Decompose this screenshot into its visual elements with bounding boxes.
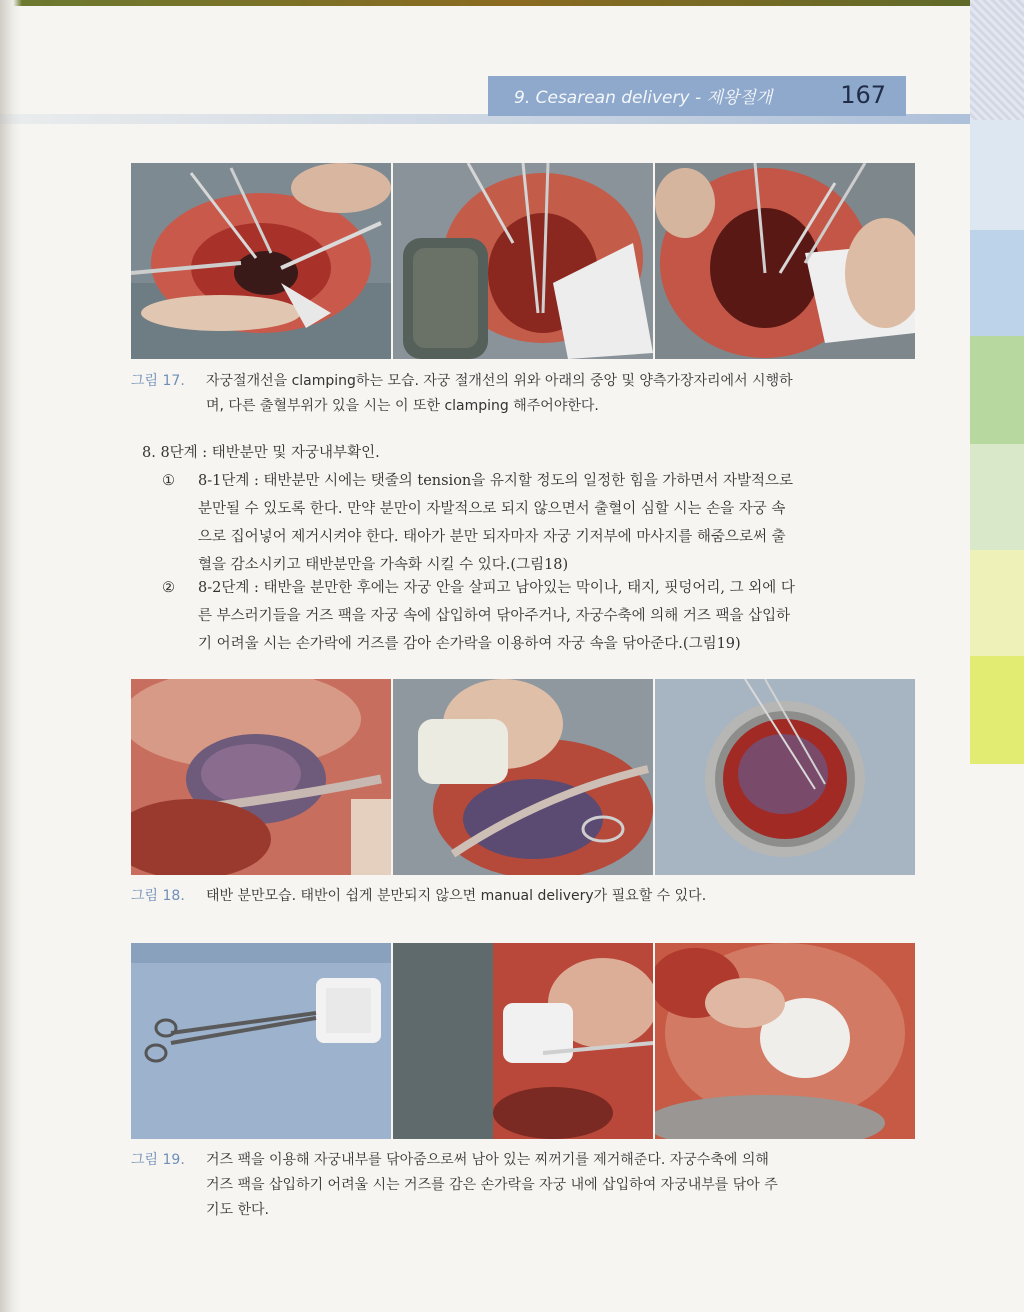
chapter-tabs (970, 0, 1024, 1312)
figure-18-caption-line-1: 태반 분만모습. 태반이 쉽게 분만되지 않으면 manual delivery가 필요할 수 있다. (206, 888, 707, 904)
tab-pattern (970, 0, 1024, 120)
step-8-2-line-2: 른 부스러기들을 거즈 팩을 자궁 속에 삽입하여 닦아주거나, 자궁수축에 의해 거즈 팩을 삽입하 (198, 608, 791, 624)
step-8-2-line-1: 8-2단계 : 태반을 분만한 후에는 자궁 안을 살피고 남아있는 막이나, 태지, 핏덩어리, 그 외에 다 (198, 580, 795, 596)
step-8-1-line-1: 8-1단계 : 태반분만 시에는 탯줄의 tension을 유지할 정도의 일정한 힘을 가하면서 자발적으로 (198, 473, 794, 489)
step-8-1-line-4: 혈을 감소시키고 태반분만을 가속화 시킬 수 있다.(그림18) (198, 557, 569, 573)
figure-17-photo-1 (131, 163, 393, 359)
figure-19-caption-line-2: 거즈 팩을 삽입하기 어려울 시는 거즈를 감은 손가락을 자궁 내에 삽입하여 자궁내부를 닦아 주 (206, 1177, 778, 1193)
step-8-1-line-3: 으로 집어넣어 제거시켜야 한다. 태아가 분만 되자마자 자궁 기저부에 마사지를 해줌으로써 출 (198, 529, 786, 545)
step-8-1-line-2: 분만될 수 있도록 한다. 만약 분만이 자발적으로 되지 않으면서 출혈이 심할 시는 손을 자궁 속 (198, 501, 786, 517)
figure-17-photo-3 (655, 163, 915, 359)
figure-19-caption (131, 1148, 915, 1223)
figure-19-label: 그림 19. (131, 1152, 185, 1168)
tab-pale-green (970, 444, 1024, 550)
tab-yellow (970, 656, 1024, 764)
figure-18-photo-1 (131, 679, 393, 875)
tab-blue (970, 230, 1024, 336)
figure-18-label: 그림 18. (131, 888, 185, 904)
figure-18-photo-3 (655, 679, 915, 875)
step-8-title: 8. 8단계 : 태반분만 및 자궁내부확인. (142, 445, 380, 461)
step-8-1-item (162, 467, 910, 579)
figure-18-caption (131, 884, 915, 909)
step-8-2-number: ② (162, 580, 175, 596)
step-8-2-line-3: 기 어려울 시는 손가락에 거즈를 감아 손가락을 이용하여 자궁 속을 닦아준다.(그림19) (198, 636, 741, 652)
figure-19-photo-3 (655, 943, 915, 1139)
step-8-2-item (162, 574, 910, 658)
chapter-title: 9. Cesarean delivery - 제왕절개 (514, 88, 773, 108)
page-number: 167 (840, 81, 886, 109)
page-top-edge (0, 0, 1024, 6)
figure-17-photo-2 (393, 163, 655, 359)
figure-17-caption (131, 369, 915, 419)
figure-19-photos (131, 943, 915, 1139)
figure-19-photo-1 (131, 943, 393, 1139)
page-binding-shadow (0, 0, 22, 1312)
figure-17-caption-line-1: 자궁절개선을 clamping하는 모습. 자궁 절개선의 위와 아래의 중앙 및 양측가장자리에서 시행하 (206, 373, 793, 389)
figure-19-photo-2 (393, 943, 655, 1139)
figure-17-caption-line-2: 며, 다른 출혈부위가 있을 시는 이 또한 clamping 해주어야한다. (206, 398, 599, 414)
figure-19-caption-line-1: 거즈 팩을 이용해 자궁내부를 닦아줌으로써 남아 있는 찌꺼기를 제거해준다. 자궁수축에 의해 (206, 1152, 769, 1168)
figure-19-caption-line-3: 기도 한다. (206, 1202, 269, 1218)
tab-pale-yellow (970, 550, 1024, 656)
tab-blank (970, 764, 1024, 1312)
figure-17-label: 그림 17. (131, 373, 185, 389)
running-header (488, 76, 906, 116)
tab-pale-blue (970, 120, 1024, 230)
tab-green (970, 336, 1024, 444)
figure-18-photos (131, 679, 915, 875)
figure-18-photo-2 (393, 679, 655, 875)
figure-17-photos (131, 163, 915, 359)
step-8-1-number: ① (162, 473, 175, 489)
